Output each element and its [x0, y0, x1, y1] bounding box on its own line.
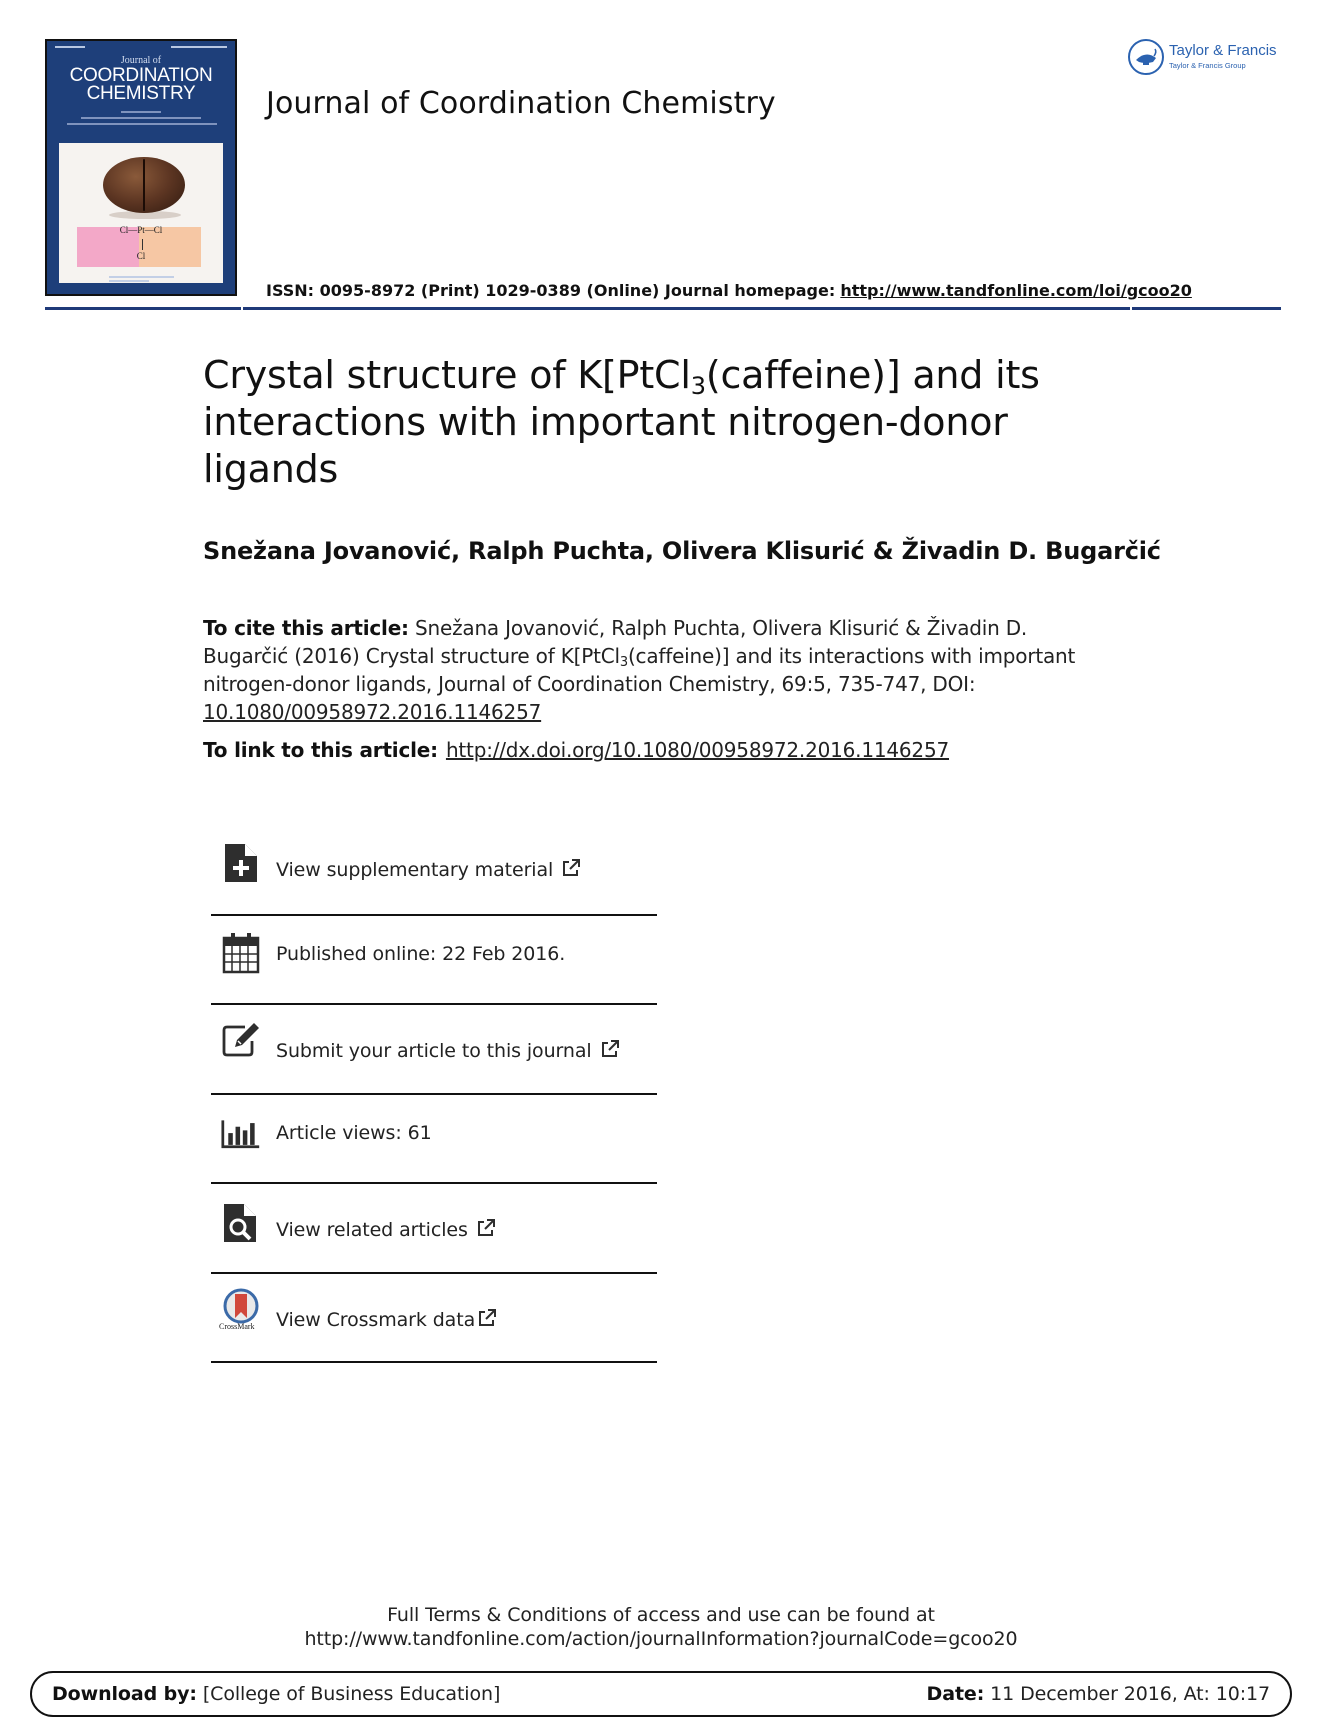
calendar-icon — [221, 932, 261, 974]
article-link-line — [203, 738, 949, 762]
cover-formula-bond — [142, 239, 143, 250]
crossmark-link[interactable] — [276, 1308, 497, 1331]
article-doi-url[interactable]: http://dx.doi.org/10.1080/00958972.2016.1146257 — [445, 738, 950, 762]
row-divider — [211, 1361, 657, 1363]
cover-formula-top: Cl—Pt—Cl — [119, 225, 163, 235]
article-title-part1: Crystal structure of K[PtCl — [203, 353, 691, 397]
journal-name: Journal of Coordination Chemistry — [266, 86, 776, 121]
external-link-icon — [477, 1308, 497, 1328]
external-link-icon — [561, 858, 581, 878]
publisher-logo[interactable] — [1127, 38, 1287, 78]
download-date-label: Date: — [926, 1683, 985, 1705]
journal-homepage-link[interactable]: http://www.tandfonline.com/loi/gcoo20 — [840, 281, 1192, 300]
terms-conditions — [0, 1603, 1322, 1651]
cover-top-text — [55, 46, 227, 52]
cover-formula-bottom: Cl — [136, 251, 146, 261]
citation-block — [203, 614, 1103, 726]
article-views-text: Article views: 61 — [276, 1122, 432, 1144]
taylor-francis-lamp-icon — [1127, 38, 1165, 76]
external-link-icon — [476, 1218, 496, 1238]
journal-cover-thumbnail — [45, 39, 237, 296]
published-online-text: Published online: 22 Feb 2016. — [276, 943, 566, 965]
citation-text-part1: Snežana Jovanović, Ralph Puchta, Olivera Klisurić & Živadin D. Bugarčić (2016) Crystal structure of K[PtCl — [203, 616, 1028, 668]
citation-text-part2: (caffeine)] and its interactions with important nitrogen-donor ligands, Journal of Coordination Chemistry, 69:5, 735-747, DOI: — [203, 644, 1076, 696]
article-title-part2: (caffeine)] and its interactions with important nitrogen-donor ligands — [203, 353, 1040, 491]
download-date-value: 11 December 2016, At: 10:17 — [990, 1683, 1270, 1705]
citation-label: To cite this article: — [203, 616, 409, 640]
cover-title-line1: COORDINATION — [69, 65, 213, 86]
cover-image-panel — [59, 143, 223, 283]
related-articles-link[interactable] — [276, 1218, 496, 1241]
crossmark-badge-icon — [221, 1288, 265, 1324]
published-online-row — [211, 916, 657, 1002]
supplementary-material-label: View supplementary material — [276, 859, 554, 881]
issn-line — [266, 281, 1192, 300]
publisher-brand: Taylor & Francis — [1169, 42, 1277, 59]
header-rule — [45, 307, 1281, 310]
crossmark-row[interactable] — [211, 1274, 657, 1360]
download-by — [52, 1683, 500, 1705]
external-link-icon — [600, 1039, 620, 1059]
submit-article-row[interactable] — [211, 1005, 657, 1091]
citation-subscript: 3 — [619, 655, 628, 670]
related-articles-label: View related articles — [276, 1219, 468, 1241]
download-info-bar — [30, 1671, 1292, 1717]
search-document-icon — [221, 1202, 261, 1244]
edit-icon — [221, 1021, 261, 1063]
terms-line1: Full Terms & Conditions of access and use can be found at — [387, 1604, 935, 1626]
publisher-group: Taylor & Francis Group — [1169, 61, 1246, 70]
bar-chart-icon — [221, 1113, 261, 1155]
download-by-value: [College of Business Education] — [202, 1683, 501, 1705]
article-title-subscript: 3 — [690, 372, 706, 400]
crossmark-label: View Crossmark data — [276, 1309, 476, 1331]
article-link-label: To link to this article: — [203, 738, 438, 762]
cover-journal-of: Journal of — [120, 55, 162, 66]
file-plus-icon — [221, 842, 261, 884]
cover-publisher-logo — [109, 276, 174, 284]
article-views-row — [211, 1095, 657, 1181]
download-by-label: Download by: — [52, 1683, 197, 1705]
supplementary-material-row[interactable] — [211, 828, 657, 914]
header-rule-gap — [241, 306, 243, 311]
coffee-bean-crease — [143, 159, 145, 211]
submit-article-link[interactable] — [276, 1039, 620, 1062]
article-authors: Snežana Jovanović, Ralph Puchta, Olivera Klisurić & Živadin D. Bugarčić — [203, 537, 1161, 565]
related-articles-row[interactable] — [211, 1184, 657, 1270]
cover-title — [47, 67, 235, 103]
cover-editor-lines — [67, 111, 215, 141]
terms-url[interactable]: http://www.tandfonline.com/action/journalInformation?journalCode=gcoo20 — [304, 1628, 1018, 1650]
supplementary-material-link[interactable] — [276, 858, 581, 881]
crossmark-badge-label: CrossMark — [219, 1322, 255, 1331]
cover-title-line2: CHEMISTRY — [86, 83, 196, 104]
citation-doi-link[interactable]: 10.1080/00958972.2016.1146257 — [203, 700, 542, 724]
download-date — [927, 1683, 1270, 1705]
article-title — [203, 352, 1103, 493]
crossmark-icon — [221, 1288, 265, 1334]
issn-label: ISSN: 0095-8972 (Print) 1029-0389 (Online) Journal homepage: — [266, 281, 836, 300]
submit-article-label: Submit your article to this journal — [276, 1040, 592, 1062]
header-rule-gap — [1130, 306, 1132, 311]
